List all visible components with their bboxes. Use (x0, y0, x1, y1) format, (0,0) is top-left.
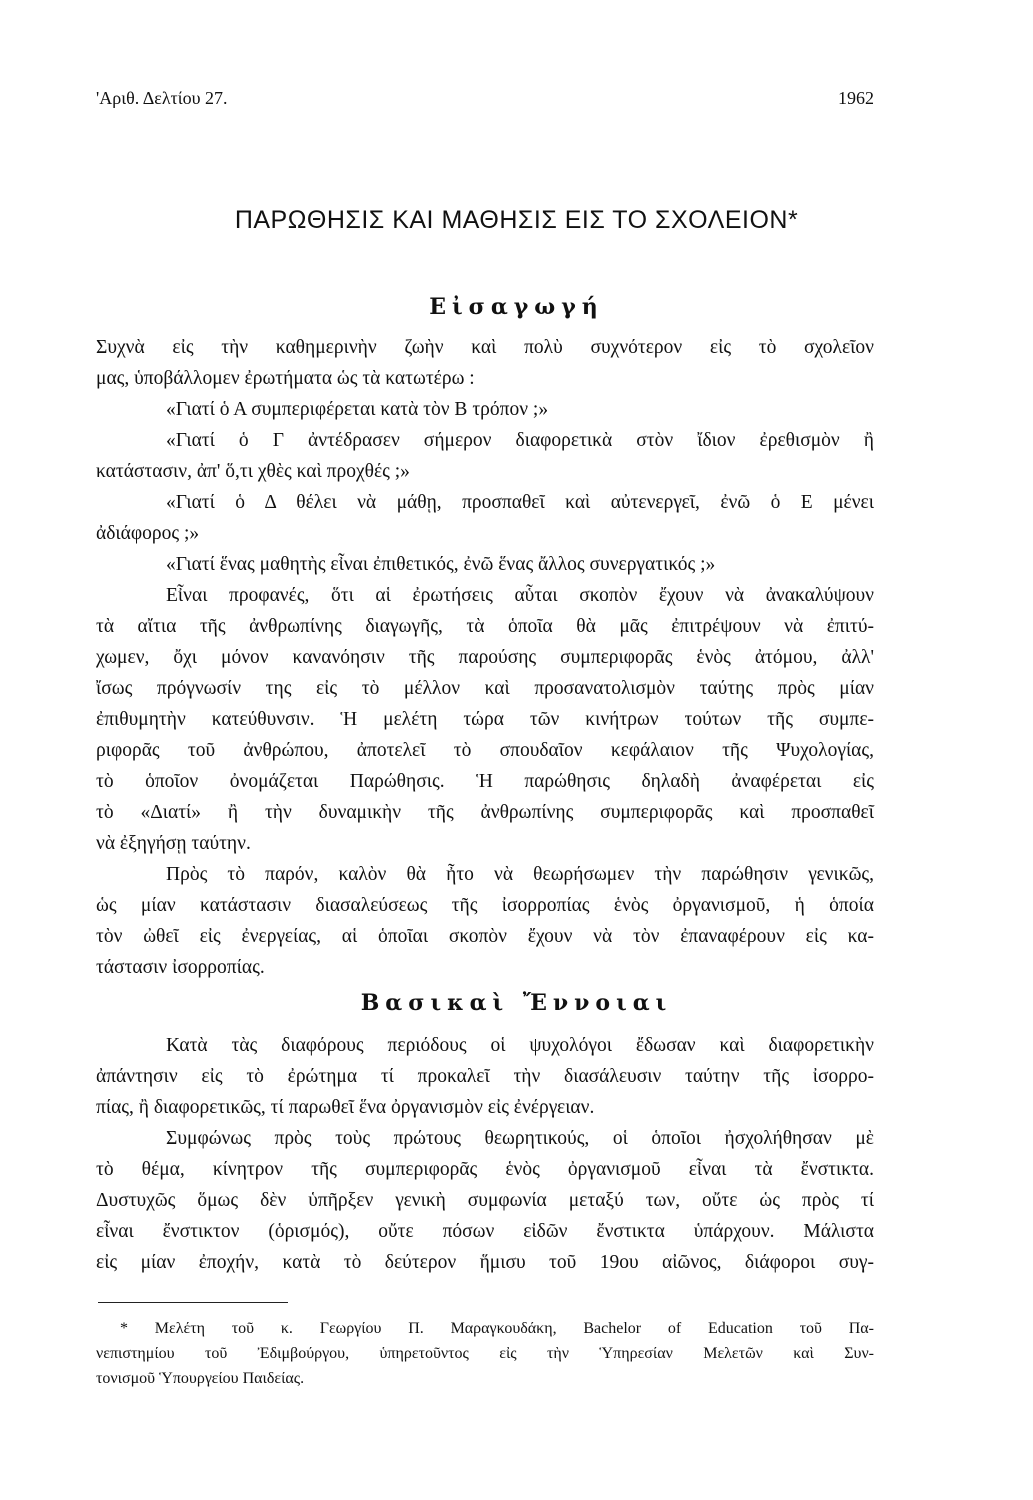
bulletin-number: 'Αριθ. Δελτίου 27. (96, 88, 228, 108)
footnote-line: τονισμοῦ Ὑπουργείου Παιδείας. (96, 1370, 305, 1387)
footnote-line: * Μελέτη τοῦ κ. Γεωργίου Π. Μαραγκουδάκη, Bachelor of Education τοῦ Πα- (120, 1320, 874, 1337)
text-line: νὰ ἐξηγήσῃ ταύτην. (96, 833, 251, 854)
text-line: Πρὸς τὸ παρόν, καλὸν θὰ ἦτο νὰ θεωρήσωμεν τὴν παρώθησιν γενικῶς, (166, 864, 874, 885)
text-line: τὸ «Διατί» ἢ τὴν δυναμικὴν τῆς ἀνθρωπίνης συμπεριφορᾶς καὶ προσπαθεῖ (96, 802, 874, 823)
section-heading-introduction: Εἰσαγωγή (429, 294, 604, 320)
text-line: πίας, ἢ διαφορετικῶς, τί παρωθεῖ ἕνα ὀργανισμὸν εἰς ἐνέργειαν. (96, 1097, 595, 1118)
footnote (96, 1316, 874, 1391)
text-line: τάστασιν ἰσορροπίας. (96, 957, 265, 978)
section-heading-basic-concepts: Βασικαὶ Ἔννοιαι (360, 990, 673, 1016)
footnote-line: νεπιστημίου τοῦ Ἐδιμβούργου, ὑπηρετοῦντος εἰς τὴν Ὑπηρεσίαν Μελετῶν καὶ Συν- (96, 1345, 874, 1362)
year: 1962 (838, 88, 874, 108)
text-line: «Γιατί ὁ Γ ἀντέδρασεν σήμερον διαφορετικὰ στὸν ἴδιον ἐρεθισμὸν ἢ (166, 430, 874, 451)
text-line: ὡς μίαν κατάστασιν διασαλεύσεως τῆς ἰσορροπίας ἑνὸς ὀργανισμοῦ, ἡ ὁποία (96, 895, 874, 916)
text-line: μας, ὑποβάλλομεν ἐρωτήματα ὡς τὰ κατωτέρω : (96, 368, 475, 389)
text-line: Δυστυχῶς ὅμως δὲν ὑπῆρξεν γενικὴ συμφωνία μεταξύ των, οὔτε ὡς πρὸς τί (96, 1190, 874, 1211)
footnote-divider (98, 1302, 288, 1303)
text-line: Συμφώνως πρὸς τοὺς πρώτους θεωρητικούς, οἱ ὁποῖοι ἠσχολήθησαν μὲ (166, 1128, 874, 1149)
text-line: «Γιατί ὁ Α συμπεριφέρεται κατὰ τὸν Β τρόπον ;» (166, 399, 549, 420)
text-line: «Γιατί ὁ Δ θέλει νὰ μάθῃ, προσπαθεῖ καὶ αὐτενεργεῖ, ἐνῶ ὁ Ε μένει (166, 492, 874, 513)
text-line: εἶναι ἔνστικτον (ὁρισμός), οὔτε πόσων εἰδῶν ἔνστικτα ὑπάρχουν. Μάλιστα (96, 1221, 874, 1242)
text-line: Συχνὰ εἰς τὴν καθημερινὴν ζωὴν καὶ πολὺ συχνότερον εἰς τὸ σχολεῖον (96, 337, 874, 358)
section-basic-concepts-body (96, 1030, 874, 1278)
text-line: ἀδιάφορος ;» (96, 523, 200, 544)
text-line: ἴσως πρόγνωσίν της εἰς τὸ μέλλον καὶ προσανατολισμὸν ταύτης πρὸς μίαν (96, 678, 874, 699)
text-line: χωμεν, ὄχι μόνον κανανόησιν τῆς παρούσης συμπεριφορᾶς ἑνὸς ἀτόμου, ἀλλ' (96, 647, 874, 668)
text-line: ριφορᾶς τοῦ ἀνθρώπου, ἀποτελεῖ τὸ σπουδαῖον κεφάλαιον τῆς Ψυχολογίας, (96, 740, 874, 761)
article-title: ΠΑΡΩΘΗΣΙΣ ΚΑΙ ΜΑΘΗΣΙΣ ΕΙΣ ΤΟ ΣΧΟΛΕΙΟΝ* (234, 206, 799, 234)
page-header (96, 88, 874, 109)
text-line: τὸ ὁποῖον ὀνομάζεται Παρώθησις. Ἡ παρώθησις δηλαδὴ ἀναφέρεται εἰς (96, 771, 874, 792)
text-line: Κατὰ τὰς διαφόρους περιόδους οἱ ψυχολόγοι ἔδωσαν καὶ διαφορετικὴν (166, 1035, 874, 1056)
text-line: «Γιατί ἕνας μαθητὴς εἶναι ἐπιθετικός, ἐνῶ ἕνας ἄλλος συνεργατικός ;» (166, 554, 716, 575)
text-line: τὸν ὠθεῖ εἰς ἐνεργείας, αἱ ὁποῖαι σκοπὸν ἔχουν νὰ τὸν ἐπαναφέρουν εἰς κα- (96, 926, 874, 947)
section-introduction-body (96, 332, 874, 983)
text-line: Εἶναι προφανές, ὅτι αἱ ἐρωτήσεις αὗται σκοπὸν ἔχουν νὰ ἀνακαλύψουν (166, 585, 874, 606)
text-line: κατάστασιν, ἀπ' ὅ,τι χθὲς καὶ προχθές ;» (96, 461, 410, 482)
text-line: ἐπιθυμητὴν κατεύθυνσιν. Ἡ μελέτη τώρα τῶν κινήτρων τούτων τῆς συμπε- (96, 709, 874, 730)
text-line: εἰς μίαν ἐποχήν, κατὰ τὸ δεύτερον ἥμισυ τοῦ 19ου αἰῶνος, διάφοροι συγ- (96, 1252, 874, 1273)
text-line: τὰ αἴτια τῆς ἀνθρωπίνης διαγωγῆς, τὰ ὁποῖα θὰ μᾶς ἐπιτρέψουν νὰ ἐπιτύ- (96, 616, 874, 637)
text-line: ἀπάντησιν εἰς τὸ ἐρώτημα τί προκαλεῖ τὴν διασάλευσιν ταύτην τῆς ἰσορρο- (96, 1066, 874, 1087)
text-line: τὸ θέμα, κίνητρον τῆς συμπεριφορᾶς ἑνὸς ὀργανισμοῦ εἶναι τὰ ἔνστικτα. (96, 1159, 874, 1180)
